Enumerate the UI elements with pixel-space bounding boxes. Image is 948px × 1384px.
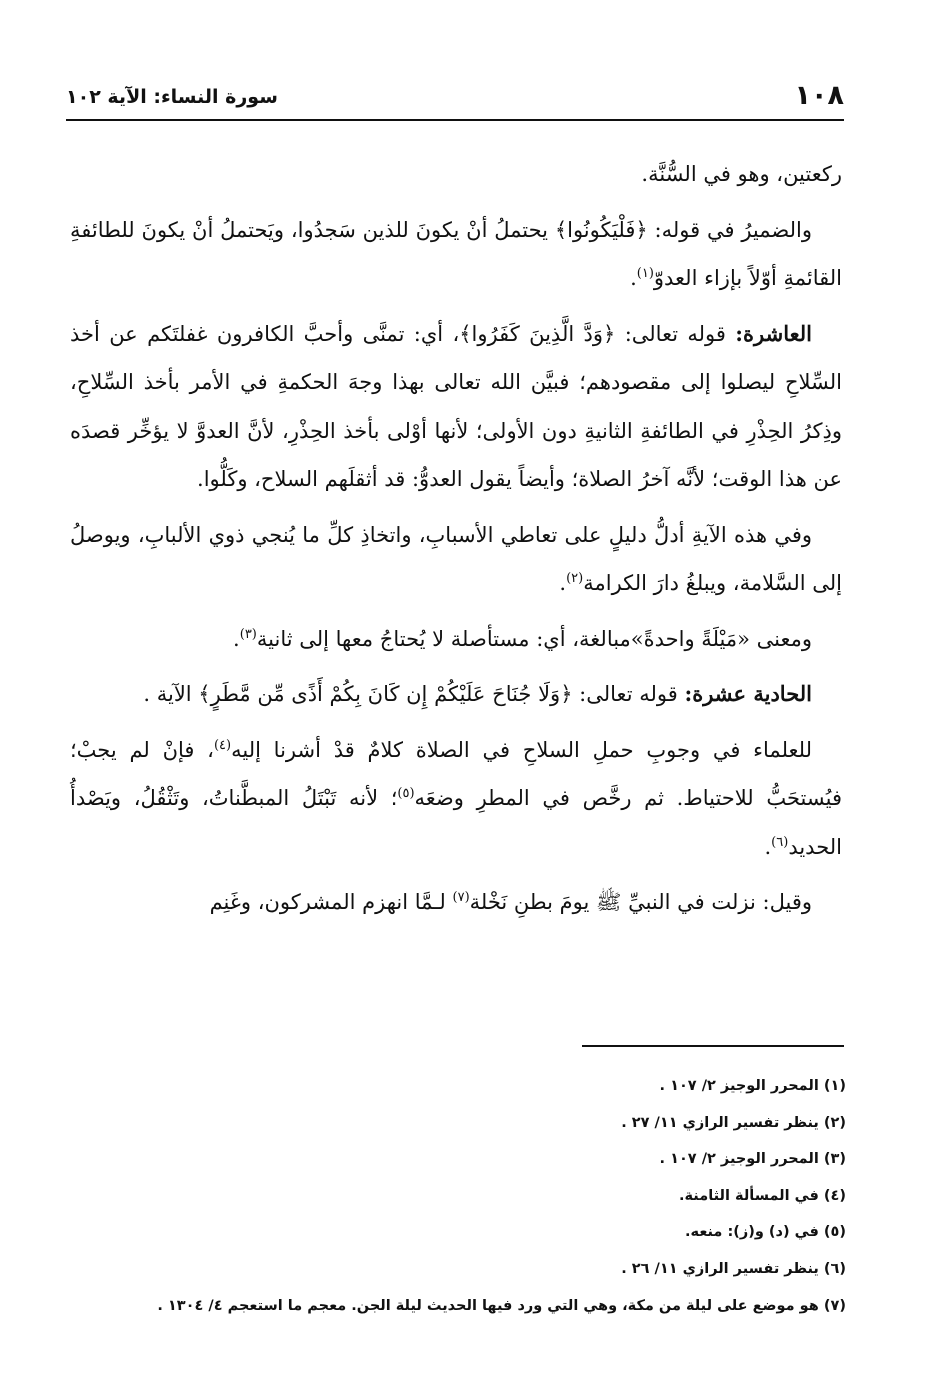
paragraph-6 <box>70 670 842 719</box>
paragraph-2-end: . <box>630 266 637 290</box>
footnote-ref-7: (٧) <box>452 890 470 905</box>
paragraph-8-text-b: لـمَّا انهزم المشركون، وغَنِم <box>209 890 453 914</box>
paragraph-3-text: قوله تعالى: ﴿وَدَّ الَّذِينَ كَفَرُوا﴾، أي: تمنَّى وأحبَّ الكافرون غفلتَكم عن أخذ السِّلاحِ ليصلوا إلى مقصودهم؛ فبيَّن الله تعالى بهذا وجهَ الحكمةِ في الأمر بأخذ السِّلاحِ، وذِكرُ الحِذْرِ في الطائفةِ الثانيةِ دون الأولى؛ لأنها أوْلى بأخذ الحِذْرِ، لأنَّ العدوَّ لا يؤخِّر قصدَه عن هذا الوقت؛ لأنَّه آخرُ الصلاة؛ وأيضاً يقول العدوُّ: قد أثقلَهم السلاح، وكَلُّوا. <box>70 321 842 491</box>
footnote-ref-4: (٤) <box>213 737 232 753</box>
footnote-ref-5: (٥) <box>397 786 415 801</box>
paragraph-2-text: والضميرُ في قوله: ﴿فَلْيَكُونُوا﴾ يحتملُ أنْ يكونَ للذين سَجدُوا، ويَحتملُ أنْ يكونَ للطائفةِ القائمةِ أوّلاً بإزاء العدوّ <box>70 217 842 290</box>
page-header <box>66 78 844 118</box>
paragraph-4-text: وفي هذه الآيةِ أدلُّ دليلٍ على تعاطي الأسبابِ، واتخاذِ كلِّ ما يُنجي ذوي الألبابِ، ويوصلُ إلى السَّلامة، ويبلغُ دارَ الكرامة <box>70 522 842 595</box>
section-heading-tenth: العاشرة: <box>735 320 812 346</box>
paragraph-5-end: . <box>233 626 240 651</box>
paragraph-1 <box>70 150 842 199</box>
paragraph-1-text: ركعتين، وهو في السُّنَّة. <box>641 162 842 186</box>
footnote-ref-1: (١) <box>636 266 654 281</box>
footnote-item: (٥) في (د) و(ز): منعه. <box>685 1224 846 1241</box>
footnote-item: (٣) المحرر الوجيز ٢/ ١٠٧ . <box>659 1151 846 1168</box>
paragraph-8 <box>70 878 842 927</box>
paragraph-5 <box>70 615 842 664</box>
section-heading-eleventh: الحادية عشرة: <box>684 681 812 706</box>
footnote-ref-3: (٣) <box>239 626 257 642</box>
footnote-ref-2: (٢) <box>566 571 584 586</box>
footnote-separator <box>582 1045 844 1047</box>
paragraph-5-text: ومعنى «مَيْلَةً واحدةً»مبالغة، أي: مستأصلة لا يُحتاجُ معها إلى ثانية <box>256 626 812 651</box>
footnotes <box>70 1068 846 1324</box>
footnote-item: (٤) في المسألة الثامنة. <box>679 1187 846 1204</box>
main-text <box>70 150 842 934</box>
paragraph-7-text-c: ؛ لأنه تَبْتَلُ المبطَّناتُ، وتَثْقُلُ، ويَصْدأُ الحديد <box>70 786 842 859</box>
paragraph-6-text: قوله تعالى: ﴿وَلَا جُنَاحَ عَلَيْكُمْ إِن كَانَ بِكُمْ أَذًى مِّن مَّطَرٍ﴾ الآية . <box>143 682 685 706</box>
footnote-ref-6: (٦) <box>771 834 789 850</box>
paragraph-4 <box>70 511 842 608</box>
paragraph-8-text-a: وقيل: نزلت في النبيِّ ﷺ يومَ بطنِ نَخْلة <box>469 890 812 914</box>
paragraph-2 <box>70 206 842 303</box>
page-number: ١٠٨ <box>794 80 844 111</box>
header-rule <box>66 119 844 121</box>
footnote-item: (٧) هو موضع على ليلة من مكة، وهي التي ورد فيها الحديث ليلة الجن. معجم ما استعجم ٤/ ١٣٠٤ . <box>157 1297 846 1314</box>
paragraph-4-end: . <box>559 571 567 595</box>
paragraph-7-end: . <box>764 834 772 859</box>
footnote-item: (٢) ينظر تفسير الرازي ١١/ ٢٧ . <box>621 1114 846 1131</box>
paragraph-7-text-b: ، فإنْ لم يجبْ؛ فيُستحَبُّ للاحتياط. ثم رخَّص في المطرِ وضعَه <box>70 737 842 810</box>
footnote-item: (١) المحرر الوجيز ٢/ ١٠٧ . <box>659 1078 846 1094</box>
paragraph-7-text-a: للعلماء في وجوبِ حملِ السلاحِ في الصلاة كلامٌ قدْ أشرنا إليه <box>231 737 813 762</box>
footnote-item: (٦) ينظر تفسير الرازي ١١/ ٢٦ . <box>621 1260 846 1277</box>
running-title: سورة النساء: الآية ١٠٢ <box>66 86 278 108</box>
paragraph-3 <box>70 310 842 504</box>
paragraph-7 <box>70 726 842 872</box>
